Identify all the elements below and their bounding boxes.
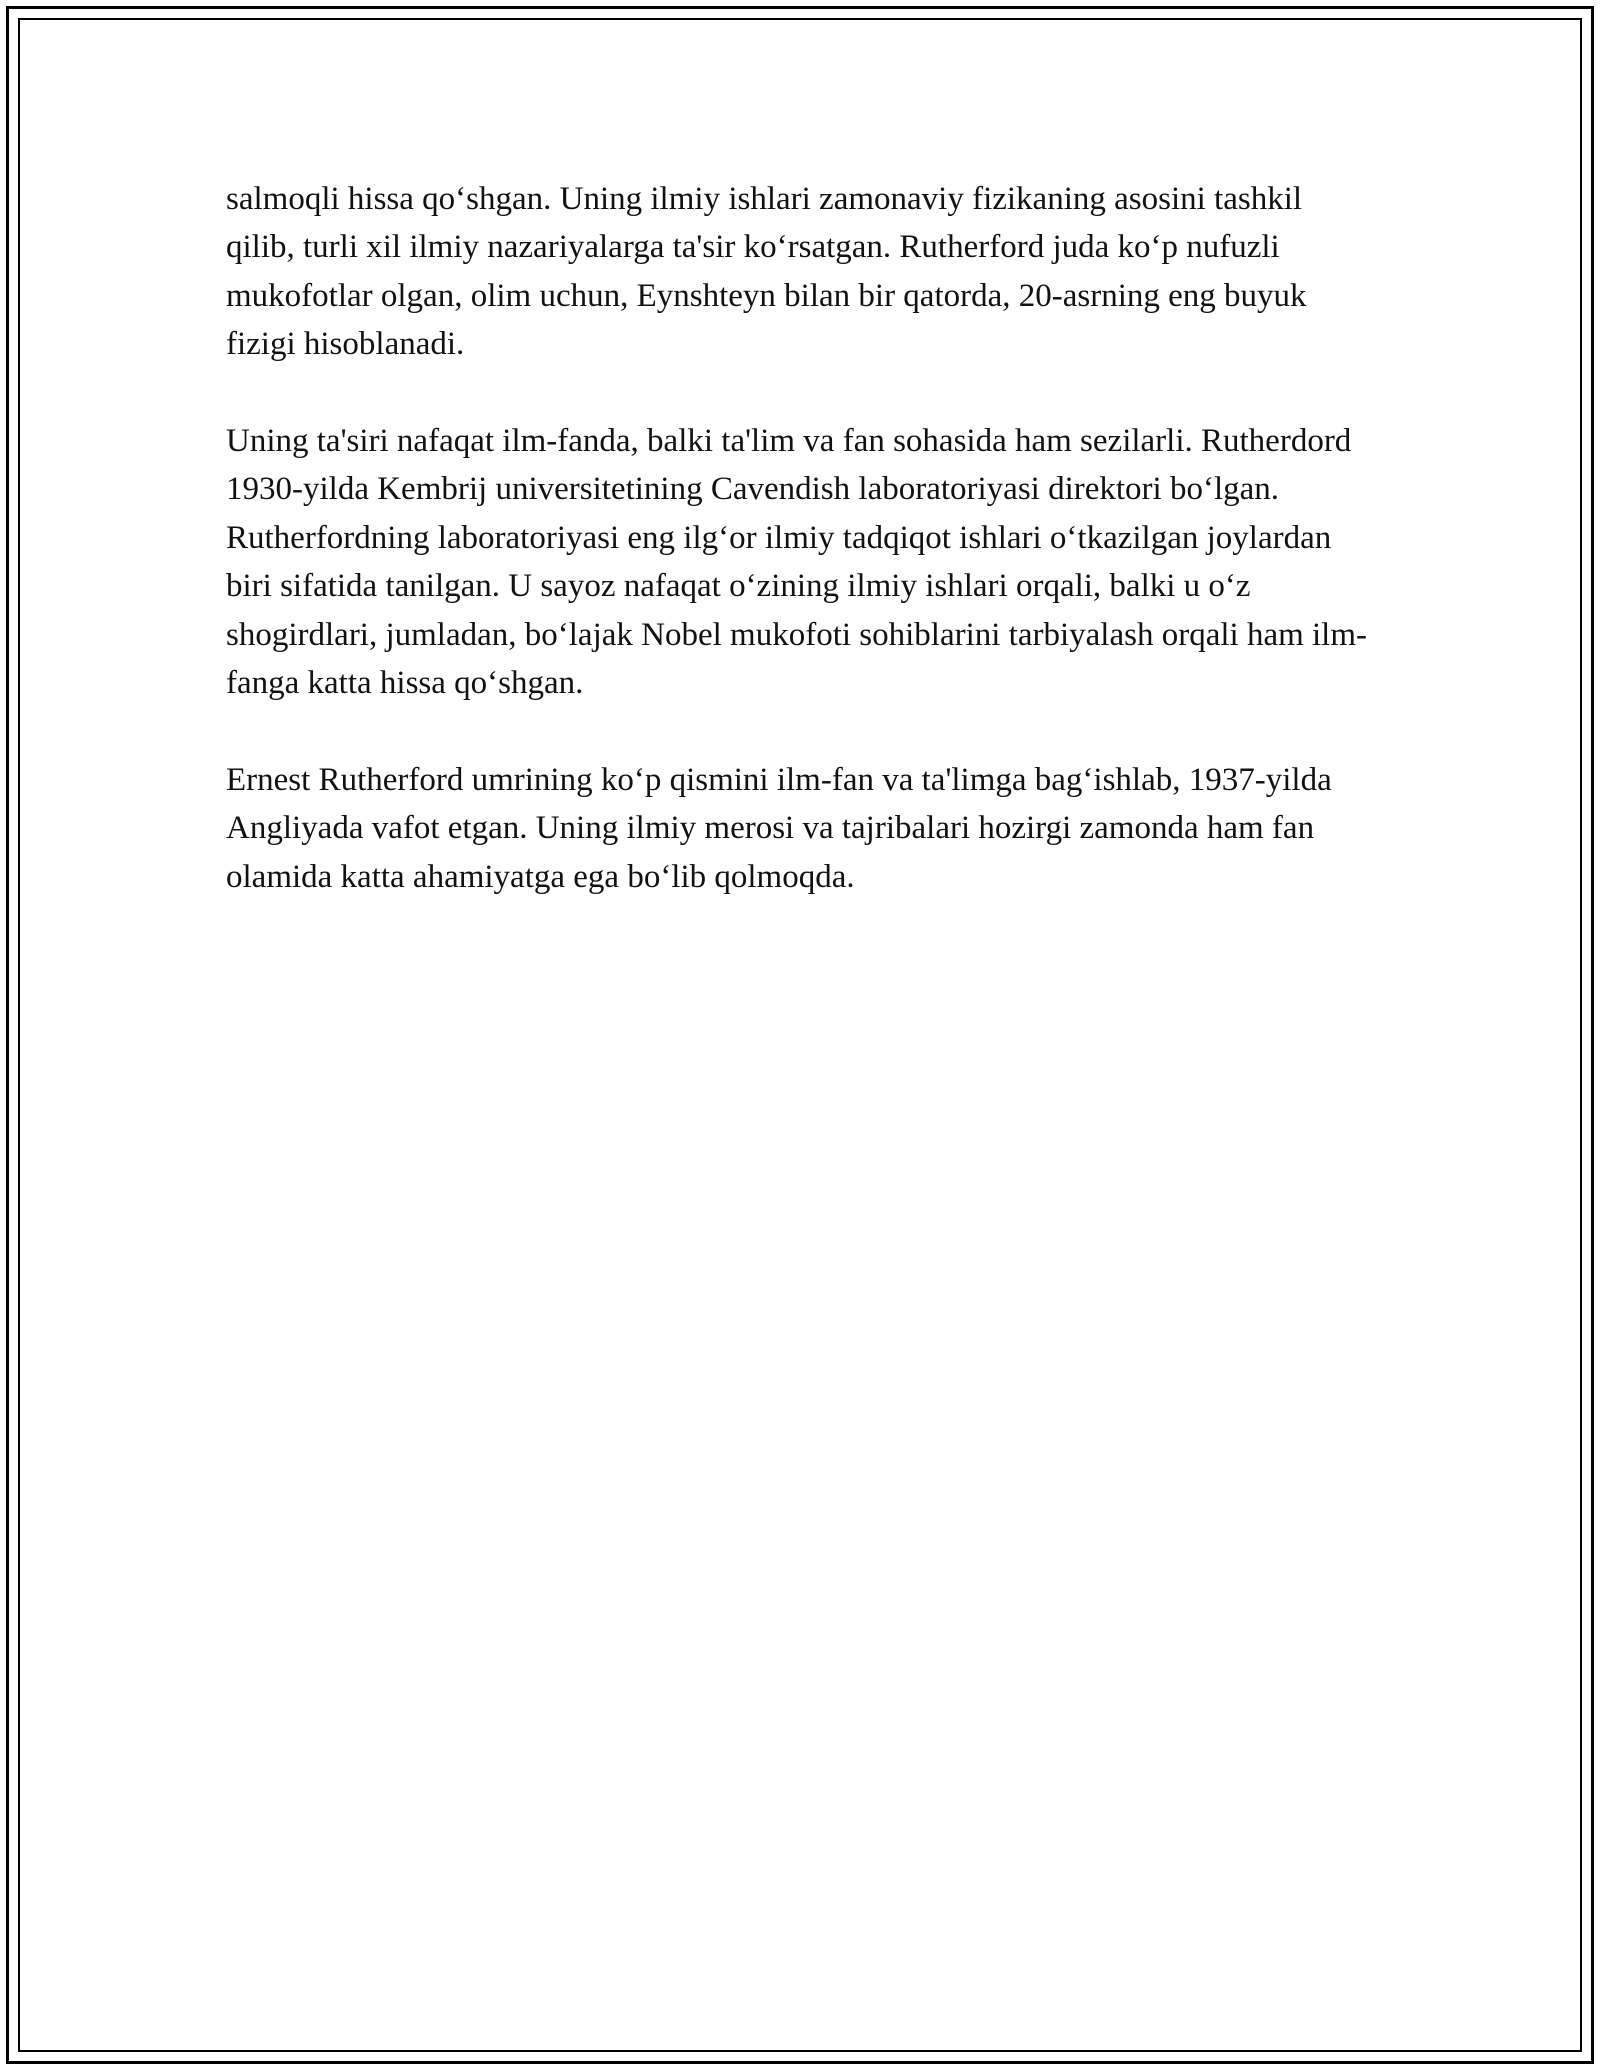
document-body — [226, 175, 1376, 901]
paragraph-1: salmoqli hissa qo‘shgan. Uning ilmiy ishlari zamonaviy fizikaning asosini tashkil qilib, turli xil ilmiy nazariyalarga ta'sir ko‘rsatgan. Rutherford juda ko‘p nufuzli mukofotlar olgan, olim uchun, Eynshteyn bilan bir qatorda, 20-asrning eng buyuk fizigi hisoblanadi. — [226, 181, 1307, 363]
paragraph-3: Ernest Rutherford umrining ko‘p qismini ilm-fan va ta'limga bag‘ishlab, 1937-yilda Angliyada vafot etgan. Uning ilmiy merosi va tajribalari hozirgi zamonda ham fan olamida katta ahamiyatga ega bo‘lib qolmoqda. — [226, 761, 1332, 895]
paragraph-2: Uning ta'siri nafaqat ilm-fanda, balki ta'lim va fan sohasida ham sezilarli. Rutherdord 1930-yilda Kembrij universitetining Cavendish laboratoriyasi direktori bo‘lgan. Rutherfordning laboratoriyasi eng ilg‘or ilmiy tadqiqot ishlari o‘tkazilgan joylardan biri sifatida tanilgan. U sayoz nafaqat o‘zining ilmiy ishlari orqali, balki u o‘z shogirdlari, jumladan, bo‘lajak Nobel mukofoti sohiblarini tarbiyalash orqali ham ilm-fanga katta hissa qo‘shgan. — [226, 423, 1367, 702]
